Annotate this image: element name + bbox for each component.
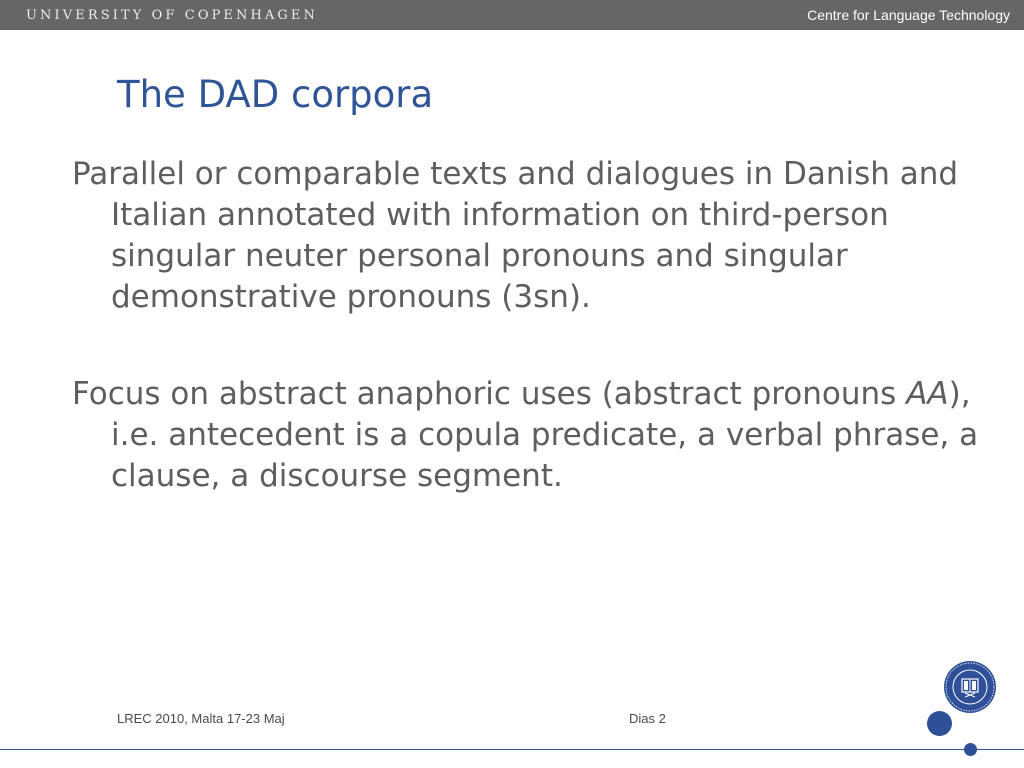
footer-page-number: Dias 2 <box>629 711 666 726</box>
university-name: UNIVERSITY OF COPENHAGEN <box>26 8 318 23</box>
decorative-dot-large <box>927 711 952 736</box>
university-seal-icon <box>943 660 997 718</box>
decorative-dot-small <box>964 743 977 756</box>
bullet-item <box>72 374 982 497</box>
bullet-emphasis: AA <box>906 376 949 412</box>
bullet-list <box>72 154 982 553</box>
bullet-text: Focus on abstract anaphoric uses (abstract pronouns <box>72 376 907 412</box>
bullet-text: ), i.e. antecedent is a copula predicate, a verbal phrase, a clause, a discourse segment. <box>111 376 979 494</box>
slide-title: The DAD corpora <box>117 73 434 116</box>
footer-line <box>0 749 1024 750</box>
top-bar <box>0 0 1024 30</box>
bullet-item: Parallel or comparable texts and dialogues in Danish and Italian annotated with information on third-person singular neuter personal pronouns and singular demonstrative pronouns (3sn). <box>72 156 959 315</box>
centre-name: Centre for Language Technology <box>807 7 1010 23</box>
footer-event: LREC 2010, Malta 17-23 Maj <box>117 711 285 726</box>
